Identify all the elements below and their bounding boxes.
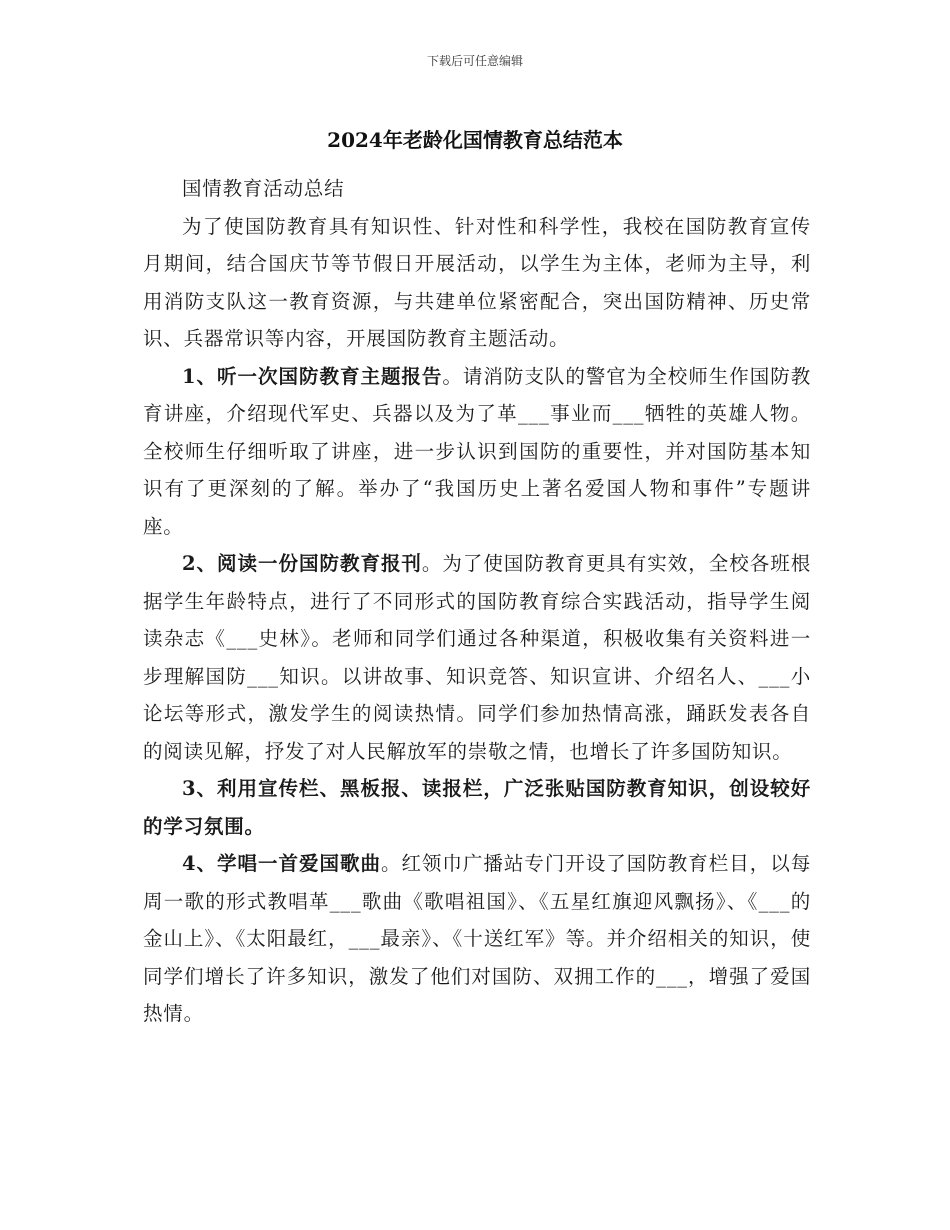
item-lead-3: 3、利用宣传栏、黑板报、读报栏，广泛张贴国防教育知识，创设较好的学习氛围。 (143, 777, 811, 838)
item-text-2: 。为了使国防教育更具有实效，全校各班根据学生年龄特点，进行了不同形式的国防教育综合实践活动，指导学生阅读杂志《___史林》。老师和同学们通过各种渠道，积极收集有关资料进一步理解国防___知识。以讲故事、知识竞答、知识宣讲、介绍名人、___小论坛等形式，激发学生的阅读热情。同学们参加热情高涨，踊跃发表各自的阅读见解，抒发了对人民解放军的崇敬之情，也增长了许多国防知识。 (143, 552, 811, 763)
item-text-4: 。红领巾广播站专门开设了国防教育栏目，以每周一歌的形式教唱革___歌曲《歌唱祖国》、《五星红旗迎风飘扬》、《___的金山上》、《太阳最红，___最亲》、《十送红军》等。并介绍相关的知识，使同学们增长了许多知识，激发了他们对国防、双拥工作的___，增强了爱国热情。 (143, 852, 811, 1025)
document-title: 2024年老龄化国情教育总结范本 (327, 128, 623, 152)
item-text-1: 。请消防支队的警官为全校师生作国防教育讲座，介绍现代军史、兵器以及为了革___事业而___牺牲的英雄人物。全校师生仔细听取了讲座，进一步认识到国防的重要性，并对国防基本知识有了更深刻的了解。举办了“我国历史上著名爱国人物和事件”专题讲座。 (143, 364, 811, 538)
document-body (143, 170, 811, 1033)
item-paragraph-3 (143, 770, 811, 845)
item-lead-4: 4、学唱一首爱国歌曲 (182, 852, 381, 875)
intro-paragraph: 为了使国防教育具有知识性、针对性和科学性，我校在国防教育宣传月期间，结合国庆节等节假日开展活动，以学生为主体，老师为主导，利用消防支队这一教育资源，与共建单位紧密配合，突出国防精神、历史常识、兵器常识等内容，开展国防教育主题活动。 (143, 214, 811, 350)
item-lead-1: 1、听一次国防教育主题报告 (182, 364, 443, 388)
item-paragraph-4 (143, 845, 811, 1033)
item-paragraph-2 (143, 545, 811, 770)
item-paragraph-1 (143, 358, 811, 546)
section-heading: 国情教育活动总结 (182, 177, 345, 200)
item-lead-2: 2、阅读一份国防教育报刊 (182, 552, 422, 575)
header-note: 下载后可任意编辑 (426, 54, 523, 68)
